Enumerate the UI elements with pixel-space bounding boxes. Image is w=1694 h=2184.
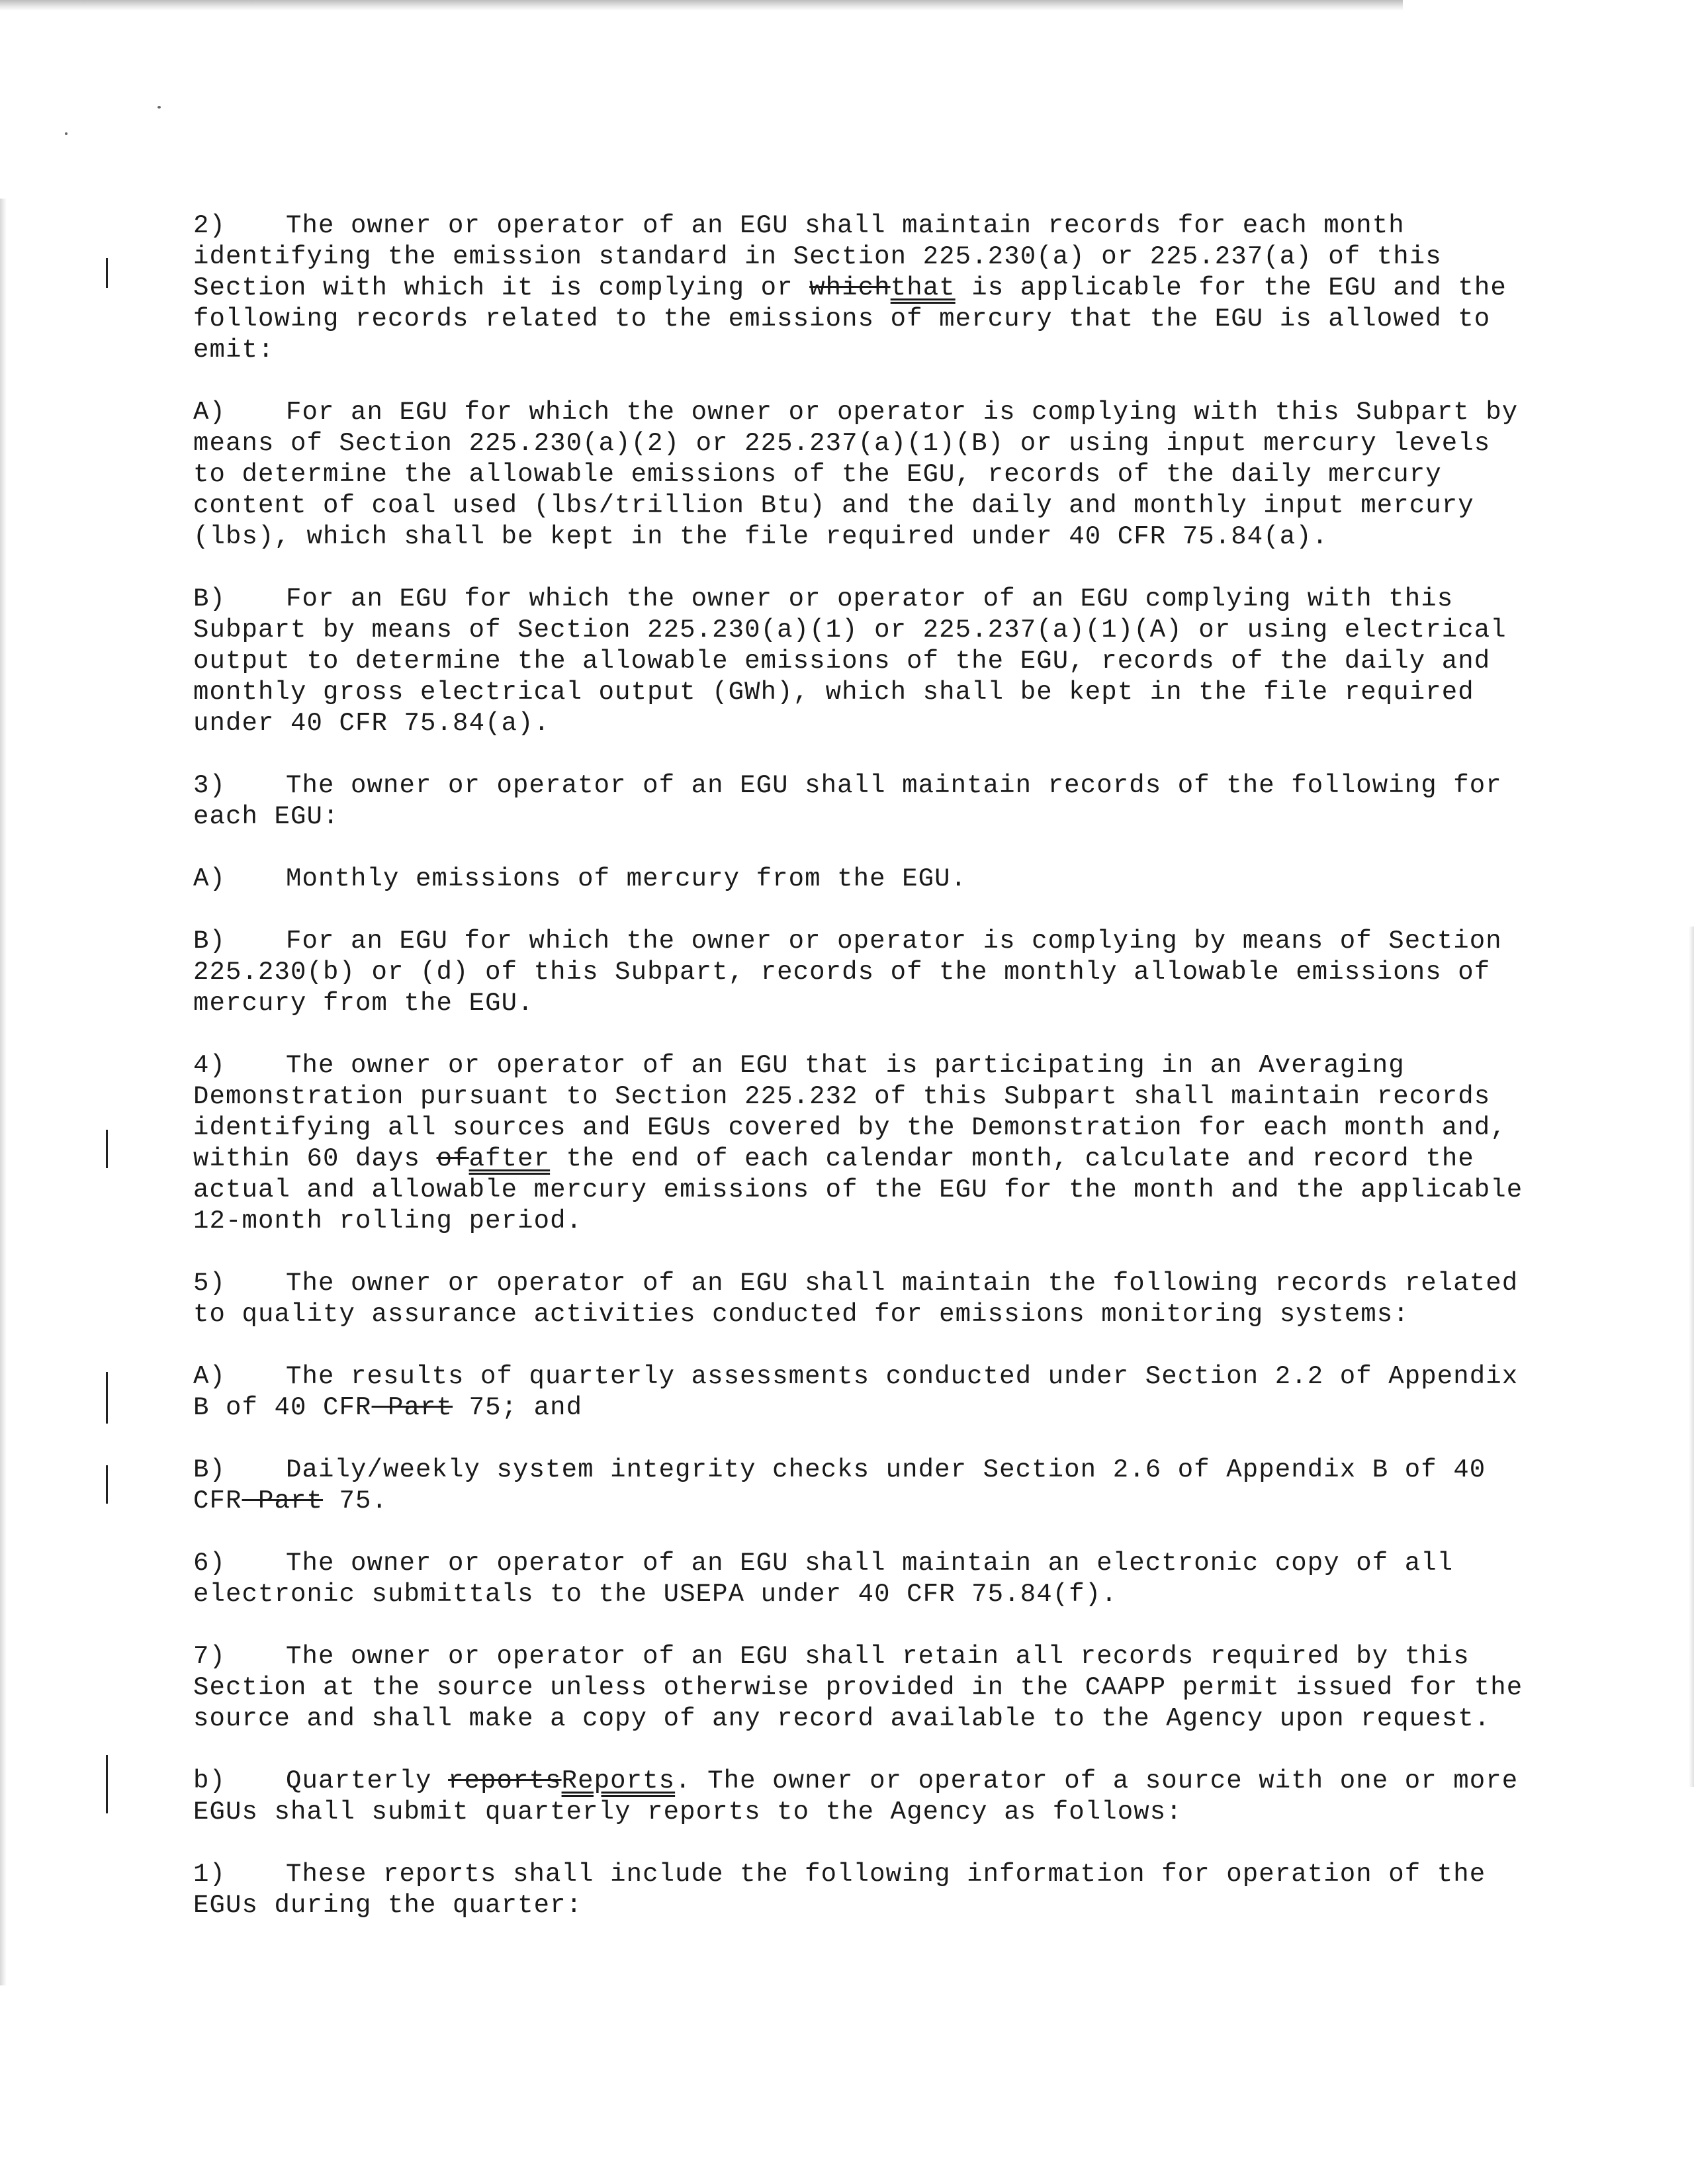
scan-speck bbox=[157, 106, 161, 109]
deleted-text: which bbox=[809, 273, 891, 302]
paragraph-5 bbox=[193, 1268, 1537, 1330]
paragraph-text: is applicable for the EGU and the following records related to the emissions of mercury that the EGU is allowed to emit: bbox=[193, 273, 1523, 365]
paragraph-text: The owner or operator of an EGU shall retain all records required by this Section at the source unless otherwise provided in the CAAPP permit issued for the source and shall make a copy of any record available to the Agency upon request. bbox=[193, 1642, 1539, 1733]
paragraph-2 bbox=[193, 210, 1537, 366]
inserted-text: Reports bbox=[561, 1766, 676, 1796]
change-bar bbox=[106, 258, 108, 288]
paragraph-text: For an EGU for which the owner or operator of an EGU complying with this Subpart by means of Section 225.230(a)(1) or 225.237(a)(1)(A) or using electrical output to determine the allowable emissions of the EGU, records of the daily and monthly gross electrical output (GWh), which shall be kept in the file required under 40 CFR 75.84(a). bbox=[193, 584, 1523, 738]
paragraph-text: For an EGU for which the owner or operator is complying with this Subpart by means of Section 225.230(a)(2) or 225.237(a)(1)(B) or using input mercury levels to determine the allowable emissions of the EGU, records of the daily mercury content of coal used (lbs/trillion Btu) and the daily and monthly input mercury (lbs), which shall be kept in the file required under 40 CFR 75.84(a). bbox=[193, 398, 1535, 551]
item-number: A) bbox=[193, 398, 226, 427]
paragraph-text: The owner or operator of an EGU that is participating in an Averaging Demonstration pursuant to Section 225.232 of this Subpart shall maintain records identifying all sources and EGUs covered by the Demonstration for each month and, within 60 days bbox=[193, 1051, 1523, 1173]
item-number: 3) bbox=[193, 771, 226, 800]
paragraph-text: The owner or operator of an EGU shall maintain records of the following for each EGU: bbox=[193, 771, 1519, 831]
document-page bbox=[193, 210, 1537, 1952]
scan-speck bbox=[65, 132, 67, 135]
paragraph-7 bbox=[193, 1641, 1537, 1735]
deleted-text: reports bbox=[448, 1766, 562, 1796]
scan-edge-right bbox=[1689, 927, 1694, 1787]
item-number: 4) bbox=[193, 1051, 226, 1080]
item-number: b) bbox=[193, 1766, 226, 1796]
item-number: A) bbox=[193, 864, 226, 893]
paragraph-2-B bbox=[193, 584, 1537, 739]
paragraph-text: . The owner or operator of a source with one or more EGUs shall submit quarterly reports to the Agency as follows: bbox=[193, 1766, 1535, 1827]
paragraph-text: 75. bbox=[323, 1486, 388, 1516]
paragraph-text: Quarterly bbox=[286, 1766, 449, 1796]
paragraph-2-A bbox=[193, 397, 1537, 553]
scan-edge-top bbox=[0, 0, 1403, 11]
item-number: A) bbox=[193, 1362, 226, 1391]
scan-edge-left bbox=[0, 199, 7, 1985]
paragraph-3 bbox=[193, 770, 1537, 833]
paragraph-3-B bbox=[193, 926, 1537, 1019]
paragraph-3-A bbox=[193, 864, 1537, 895]
paragraph-b bbox=[193, 1766, 1537, 1828]
paragraph-text: These reports shall include the following information for operation of the EGUs during the quarter: bbox=[193, 1860, 1502, 1920]
inserted-text: after bbox=[468, 1144, 551, 1173]
paragraph-text: Daily/weekly system integrity checks under Section 2.6 of Appendix B of 40 CFR bbox=[193, 1455, 1502, 1516]
item-number: 6) bbox=[193, 1549, 226, 1578]
paragraph-b-1 bbox=[193, 1859, 1537, 1921]
item-number: 5) bbox=[193, 1269, 226, 1298]
deleted-text: of bbox=[436, 1144, 469, 1173]
paragraph-text: Monthly emissions of mercury from the EGU. bbox=[286, 864, 967, 893]
item-number: 7) bbox=[193, 1642, 226, 1671]
paragraph-text: The results of quarterly assessments conducted under Section 2.2 of Appendix B of 40 CFR bbox=[193, 1362, 1535, 1422]
paragraph-text: 75; and bbox=[453, 1393, 583, 1422]
paragraph-6 bbox=[193, 1548, 1537, 1610]
change-bar bbox=[106, 1372, 108, 1424]
change-bar bbox=[106, 1755, 108, 1813]
item-number: B) bbox=[193, 1455, 226, 1484]
item-number: B) bbox=[193, 584, 226, 614]
paragraph-text: The owner or operator of an EGU shall maintain an electronic copy of all electronic submittals to the USEPA under 40 CFR 75.84(f). bbox=[193, 1549, 1470, 1609]
paragraph-5-B bbox=[193, 1455, 1537, 1517]
paragraph-text: The owner or operator of an EGU shall maintain records for each month identifying the emission standard in Section 225.230(a) or 225.237(a) of this Section with which it is complying or bbox=[193, 211, 1458, 302]
paragraph-5-A bbox=[193, 1361, 1537, 1424]
change-bar bbox=[106, 1465, 108, 1504]
deleted-text: Part bbox=[242, 1486, 324, 1516]
item-number: 2) bbox=[193, 211, 226, 240]
inserted-text: that bbox=[890, 273, 956, 302]
change-bar bbox=[106, 1130, 108, 1168]
paragraph-text: the end of each calendar month, calculate and record the actual and allowable mercury emissions of the EGU for the month and the applicable 12-month rolling period. bbox=[193, 1144, 1539, 1236]
item-number: 1) bbox=[193, 1860, 226, 1889]
paragraph-4 bbox=[193, 1050, 1537, 1237]
paragraph-text: For an EGU for which the owner or operator is complying by means of Section 225.230(b) or (d) of this Subpart, records of the monthly allowable emissions of mercury from the EGU. bbox=[193, 927, 1519, 1018]
item-number: B) bbox=[193, 927, 226, 956]
deleted-text: Part bbox=[371, 1393, 453, 1422]
paragraph-text: The owner or operator of an EGU shall maintain the following records related to quality assurance activities conducted for emissions monitoring systems: bbox=[193, 1269, 1535, 1329]
